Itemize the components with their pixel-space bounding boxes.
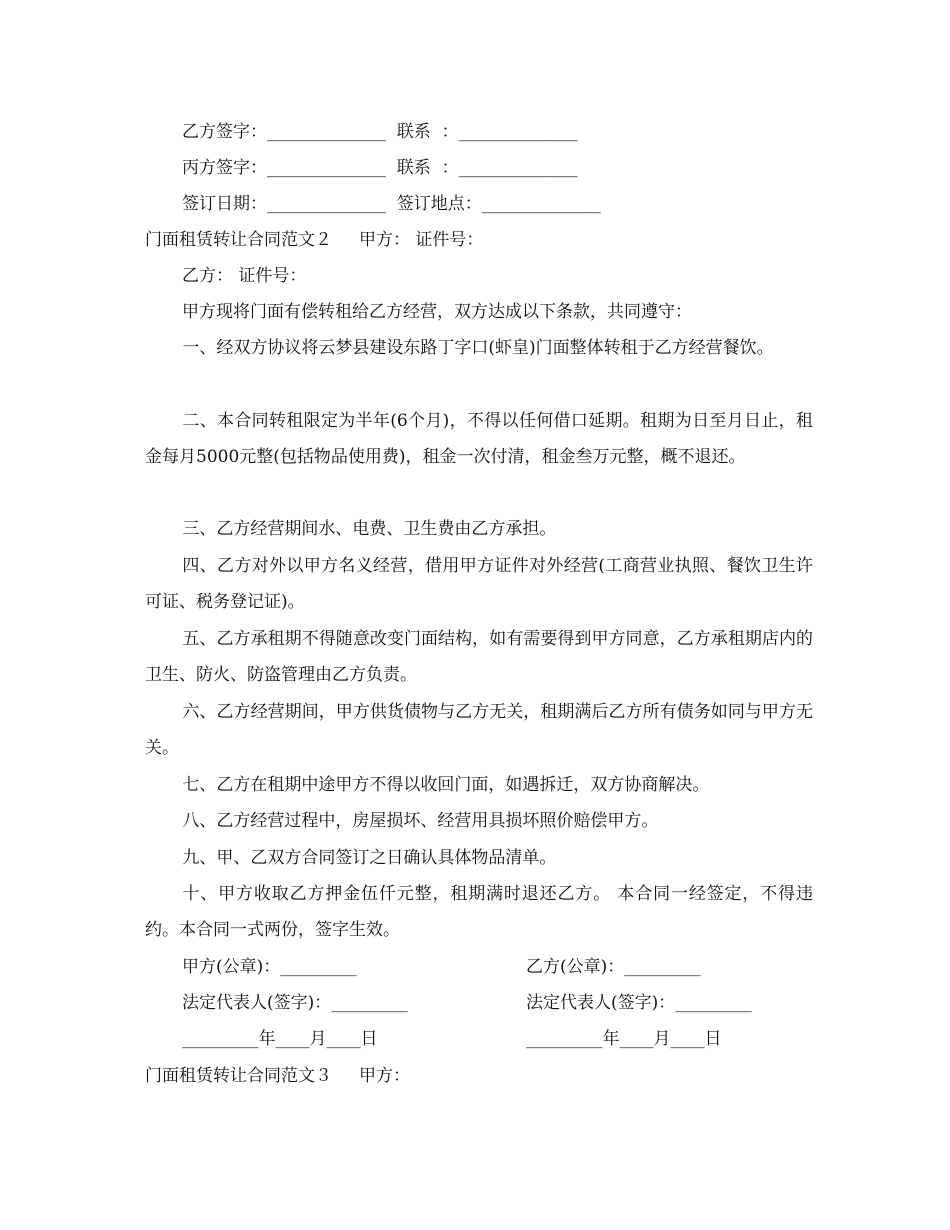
clause-6: 六、乙方经营期间，甲方供货债物与乙方无关，租期满后乙方所有债务如同与甲方无关。 bbox=[145, 702, 813, 758]
contract2-intro: 甲方现将门面有偿转租给乙方经营，双方达成以下条款，共同遵守： bbox=[182, 302, 692, 322]
yi-signature-line: 乙方签字：______________ 联系 ：______________ bbox=[182, 122, 578, 142]
contract3-heading: 门面租赁转让合同范文３ 甲方： bbox=[145, 1066, 411, 1086]
party-a-representative: 法定代表人(签字)：_________ bbox=[182, 993, 408, 1013]
party-b-representative: 法定代表人(签字)：_________ bbox=[526, 993, 752, 1013]
sign-date-line: 签订日期：______________ 签订地点：______________ bbox=[182, 194, 601, 214]
clause-1: 一、经双方协议将云梦县建设东路丁字口(虾皇)门面整体转租于乙方经营餐饮。 bbox=[182, 338, 774, 358]
clause-3: 三、乙方经营期间水、电费、卫生费由乙方承担。 bbox=[182, 519, 557, 539]
party-b-date: _________年____月____日 bbox=[526, 1029, 722, 1049]
bing-signature-line: 丙方签字：______________ 联系 ：______________ bbox=[182, 158, 578, 178]
clause-8: 八、乙方经营过程中，房屋损坏、经营用具损坏照价赔偿甲方。 bbox=[182, 811, 659, 831]
contract2-heading: 门面租赁转让合同范文２ 甲方： 证件号： bbox=[145, 230, 484, 250]
contract2-party-b: 乙方： 证件号： bbox=[182, 266, 307, 286]
clause-10: 十、甲方收取乙方押金伍仟元整，租期满时退还乙方。 本合同一经签定，不得违约。本合同一式两份，签字生效。 bbox=[145, 884, 813, 940]
clause-9: 九、甲、乙双方合同签订之日确认具体物品清单。 bbox=[182, 848, 557, 868]
clause-4: 四、乙方对外以甲方名义经营，借用甲方证件对外经营(工商营业执照、餐饮卫生许可证、税务登记证)。 bbox=[145, 556, 813, 612]
clause-5: 五、乙方承租期不得随意改变门面结构，如有需要得到甲方同意，乙方承租期店内的卫生、防火、防盗管理由乙方负责。 bbox=[145, 629, 813, 685]
party-b-seal: 乙方(公章)：_________ bbox=[526, 957, 701, 977]
clause-2: 二、本合同转租限定为半年(6个月)，不得以任何借口延期。租期为日至月日止，租金每月5000元整(包括物品使用费)，租金一次付清，租金叁万元整，概不退还。 bbox=[145, 411, 813, 467]
clause-7: 七、乙方在租期中途甲方不得以收回门面，如遇拆迁，双方协商解决。 bbox=[182, 775, 710, 795]
party-a-date: _________年____月____日 bbox=[182, 1029, 378, 1049]
party-a-seal: 甲方(公章)：_________ bbox=[182, 957, 357, 977]
